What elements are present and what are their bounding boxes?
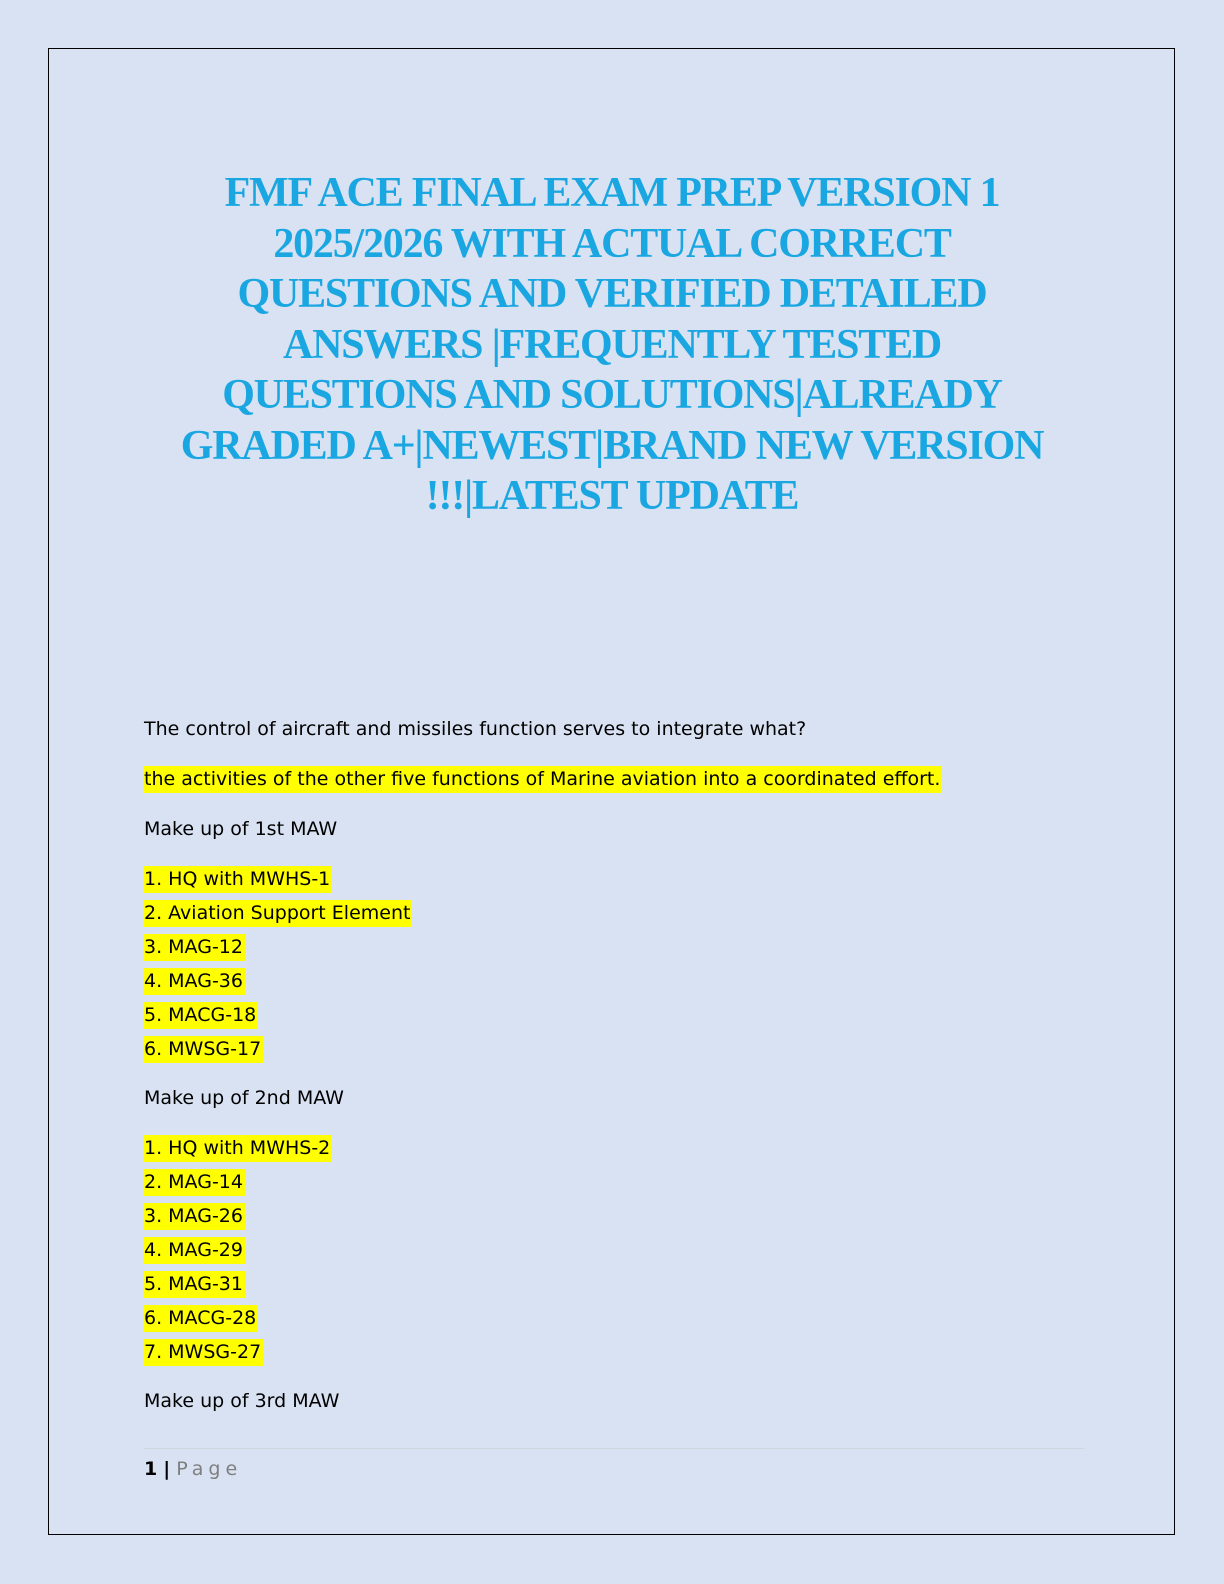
title-line: FMF ACE FINAL EXAM PREP VERSION 1	[224, 170, 1000, 216]
highlighted-answer: 1. HQ with MWHS-1	[144, 866, 332, 893]
question-text: Make up of 3rd MAW	[144, 1390, 340, 1412]
list-item	[144, 1036, 1084, 1070]
question-text: Make up of 1st MAW	[144, 818, 338, 840]
title-line: 2025/2026 WITH ACTUAL CORRECT	[273, 220, 951, 267]
title-line: QUESTIONS AND VERIFIED DETAILED	[237, 271, 987, 317]
list-item	[144, 1339, 1084, 1373]
document-title	[140, 168, 1084, 522]
list-item	[144, 1135, 1084, 1169]
list-item	[144, 900, 1084, 934]
highlighted-answer: 6. MACG-28	[144, 1305, 258, 1332]
list-item	[144, 934, 1084, 968]
list-item	[144, 866, 1084, 900]
highlighted-answer: 4. MAG-36	[144, 968, 245, 995]
document-body	[144, 716, 1084, 1438]
footer-separator: |	[163, 1458, 171, 1480]
highlighted-answer: the activities of the other five functions of Marine aviation into a coordinated effort.	[144, 766, 942, 793]
page-label: Page	[176, 1458, 243, 1480]
question-2	[144, 816, 1084, 866]
highlighted-answer: 6. MWSG-17	[144, 1036, 263, 1063]
question-3	[144, 1085, 1084, 1135]
list-item	[144, 1203, 1084, 1237]
question-4	[144, 1388, 1084, 1438]
question-text: The control of aircraft and missiles function serves to integrate what?	[144, 718, 807, 740]
answer-3-list	[144, 1135, 1084, 1373]
highlighted-answer: 5. MAG-31	[144, 1271, 245, 1298]
highlighted-answer: 7. MWSG-27	[144, 1339, 263, 1366]
highlighted-answer: 2. MAG-14	[144, 1169, 245, 1196]
highlighted-answer: 5. MACG-18	[144, 1002, 258, 1029]
question-text: Make up of 2nd MAW	[144, 1087, 344, 1109]
title-line: GRADED A+|NEWEST|BRAND NEW VERSION	[180, 422, 1044, 469]
answer-1	[144, 766, 1084, 816]
footer-divider	[144, 1448, 1084, 1449]
answer-2-list	[144, 866, 1084, 1070]
highlighted-answer: 4. MAG-29	[144, 1237, 245, 1264]
page-footer	[144, 1456, 242, 1482]
list-item	[144, 1271, 1084, 1305]
list-item	[144, 1002, 1084, 1036]
list-item	[144, 1169, 1084, 1203]
list-item	[144, 968, 1084, 1002]
list-item	[144, 1237, 1084, 1271]
page-number: 1	[144, 1458, 158, 1480]
highlighted-answer: 2. Aviation Support Element	[144, 900, 412, 927]
highlighted-answer: 3. MAG-12	[144, 934, 245, 961]
highlighted-answer: 1. HQ with MWHS-2	[144, 1135, 332, 1162]
title-line: ANSWERS |FREQUENTLY TESTED	[282, 321, 942, 368]
title-line: QUESTIONS AND SOLUTIONS|ALREADY	[222, 372, 1002, 418]
question-1	[144, 716, 1084, 766]
title-line: !!!|LATEST UPDATE	[425, 473, 799, 519]
list-item	[144, 1305, 1084, 1339]
highlighted-answer: 3. MAG-26	[144, 1203, 245, 1230]
